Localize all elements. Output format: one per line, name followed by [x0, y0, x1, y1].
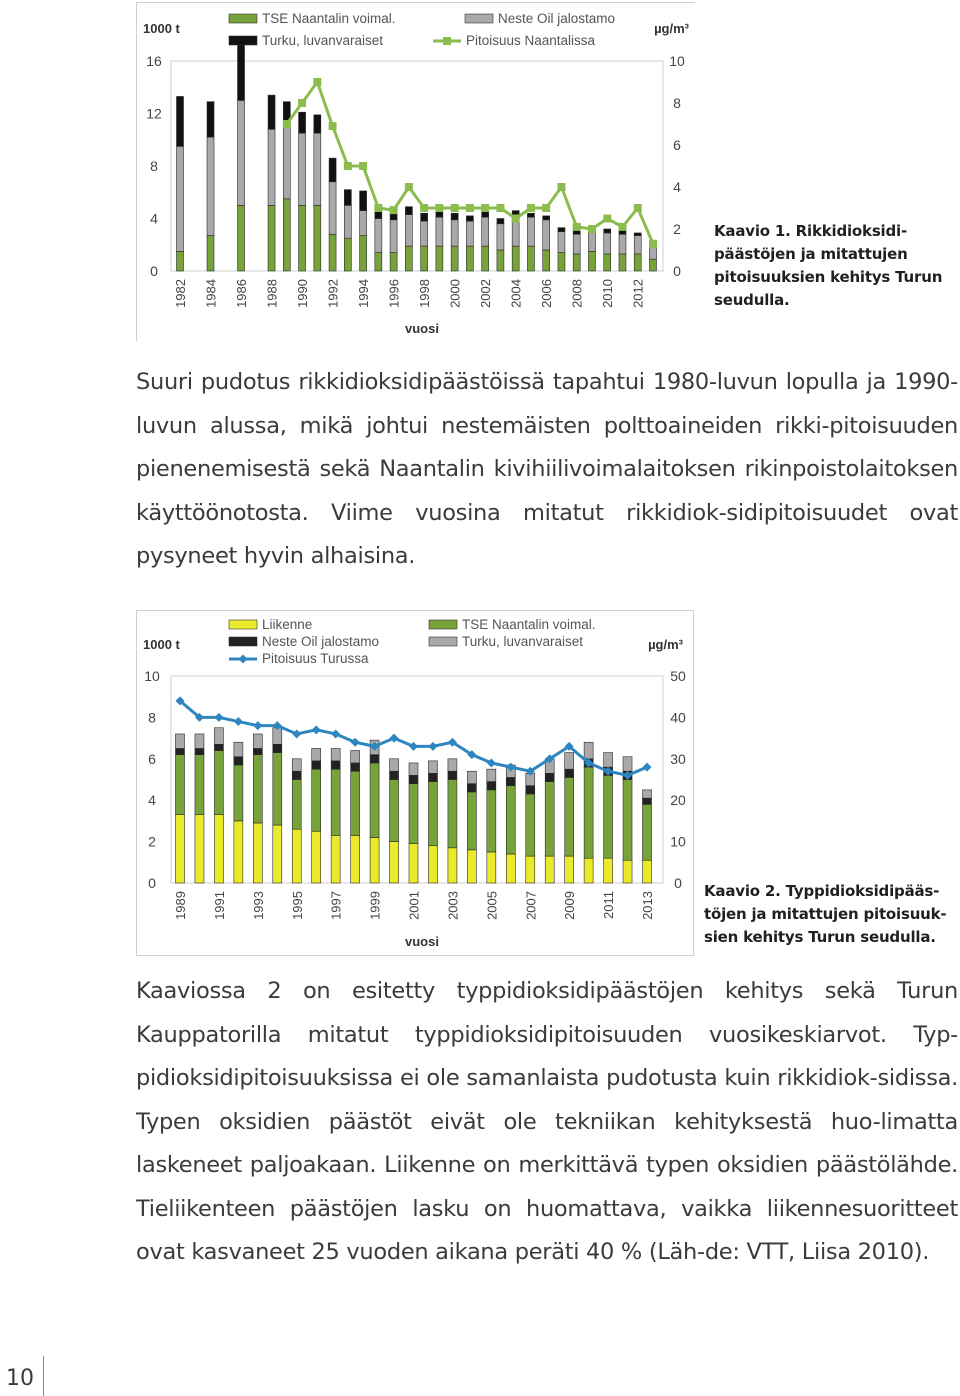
- bar-segment: [312, 831, 321, 883]
- bar-segment: [331, 748, 340, 760]
- x-tick-label: 1992: [325, 279, 341, 308]
- right-tick-label: 0: [674, 875, 682, 891]
- chart-1-caption: Kaavio 1. Rikkidioksidi-päästöjen ja mitattujen pitoisuuksien kehitys Turun seudulla.: [714, 222, 943, 309]
- legend-marker: [239, 655, 248, 664]
- chart-2-caption: Kaavio 2. Typpidioksidipääs-töjen ja mitattujen pitoisuuk-sien kehitys Turun seudulla.: [704, 882, 947, 946]
- bar-segment: [634, 254, 641, 271]
- legend-swatch: [429, 620, 457, 629]
- bar-segment: [331, 769, 340, 835]
- legend-label: TSE Naantalin voimal.: [262, 11, 396, 26]
- bar-segment: [619, 254, 626, 271]
- bar-segment: [375, 219, 382, 253]
- right-tick-label: 10: [669, 53, 685, 69]
- concentration-point: [634, 204, 642, 212]
- bar-segment: [299, 205, 306, 271]
- right-tick-label: 40: [670, 709, 686, 726]
- bar-segment: [405, 215, 412, 247]
- x-tick-label: 1995: [289, 891, 305, 920]
- right-tick-label: 2: [673, 221, 681, 237]
- concentration-point: [313, 78, 321, 86]
- bar-segment: [314, 133, 321, 205]
- bar-segment: [448, 848, 457, 883]
- bar-segment: [451, 220, 458, 246]
- bar-segment: [176, 734, 185, 748]
- legend-label: TSE Naantalin voimal.: [462, 617, 596, 632]
- page-number-rule: [43, 1356, 44, 1396]
- bar-segment: [329, 182, 336, 235]
- right-tick-label: 10: [670, 833, 686, 850]
- bar-segment: [214, 728, 223, 745]
- legend-label: Pitoisuus Naantalissa: [466, 33, 596, 48]
- bar-segment: [390, 759, 399, 771]
- legend-label: Turku, luvanvaraiset: [462, 634, 584, 649]
- right-tick-label: 30: [670, 750, 686, 767]
- bar-segment: [344, 205, 351, 238]
- bar-segment: [428, 761, 437, 773]
- bar-segment: [643, 798, 652, 804]
- legend-swatch: [229, 620, 257, 629]
- bar-segment: [497, 250, 504, 271]
- concentration-point: [420, 204, 428, 212]
- bar-segment: [238, 44, 245, 100]
- x-tick-label: 1997: [328, 891, 344, 920]
- bar-segment: [351, 771, 360, 835]
- bar-segment: [466, 216, 473, 221]
- bar-segment: [545, 782, 554, 857]
- bar-segment: [273, 753, 282, 825]
- bar-segment: [565, 777, 574, 856]
- concentration-point: [618, 223, 626, 231]
- bar-segment: [344, 190, 351, 206]
- bar-segment: [527, 213, 534, 217]
- x-tick-label: 1994: [356, 279, 372, 308]
- left-tick-label: 4: [148, 792, 156, 809]
- x-tick-label: 1984: [203, 279, 219, 308]
- bar-segment: [650, 246, 657, 259]
- bar-segment: [497, 224, 504, 250]
- page-number: 10: [6, 1366, 34, 1391]
- right-tick-label: 0: [673, 263, 681, 279]
- concentration-point: [374, 204, 382, 212]
- bar-segment: [573, 234, 580, 254]
- bar-segment: [623, 860, 632, 883]
- bar-segment: [234, 757, 243, 765]
- bar-segment: [545, 773, 554, 781]
- bar-segment: [253, 734, 262, 748]
- bar-segment: [650, 259, 657, 271]
- x-tick-label: 1996: [386, 279, 402, 308]
- bar-segment: [177, 251, 184, 271]
- bar-segment: [604, 775, 613, 858]
- bar-segment: [409, 784, 418, 844]
- bar-segment: [312, 769, 321, 831]
- bar-segment: [428, 773, 437, 781]
- x-tick-label: 2012: [630, 279, 646, 308]
- bar-segment: [214, 815, 223, 883]
- bar-segment: [292, 829, 301, 883]
- bar-segment: [234, 742, 243, 756]
- bar-segment: [390, 253, 397, 271]
- x-tick-label: 2010: [600, 279, 616, 308]
- bar-segment: [375, 253, 382, 271]
- bar-segment: [466, 246, 473, 271]
- legend-swatch: [429, 637, 457, 646]
- left-tick-label: 6: [148, 750, 156, 767]
- concentration-point: [649, 240, 657, 248]
- bar-segment: [634, 233, 641, 236]
- legend-swatch: [229, 36, 257, 45]
- x-tick-label: 1988: [264, 279, 280, 308]
- bar-segment: [527, 246, 534, 271]
- bar-segment: [299, 133, 306, 205]
- bar-segment: [253, 748, 262, 754]
- concentration-point: [527, 204, 535, 212]
- left-tick-label: 4: [150, 210, 158, 227]
- bar-segment: [506, 777, 515, 785]
- concentration-point: [298, 99, 306, 107]
- legend-label: Neste Oil jalostamo: [262, 634, 380, 649]
- x-tick-label: 1993: [250, 891, 266, 920]
- bar-segment: [634, 236, 641, 254]
- bar-segment: [512, 246, 519, 271]
- concentration-point: [573, 223, 581, 231]
- left-tick-label: 10: [144, 668, 160, 684]
- x-tick-label: 2003: [445, 891, 461, 920]
- bar-segment: [448, 771, 457, 779]
- bar-segment: [526, 856, 535, 883]
- legend-label: Liikenne: [262, 617, 313, 632]
- bar-segment: [234, 765, 243, 821]
- bar-segment: [506, 854, 515, 883]
- bar-segment: [604, 858, 613, 883]
- left-tick-label: 12: [146, 105, 162, 122]
- bar-segment: [370, 763, 379, 838]
- bar-segment: [299, 112, 306, 133]
- concentration-point: [344, 162, 352, 170]
- bar-segment: [451, 246, 458, 271]
- legend-label: Pitoisuus Turussa: [262, 651, 369, 666]
- legend-marker: [443, 37, 451, 45]
- bar-segment: [487, 769, 496, 781]
- left-unit-label: 1000 t: [143, 21, 180, 36]
- bar-segment: [467, 784, 476, 792]
- bar-segment: [565, 769, 574, 777]
- bar-segment: [573, 254, 580, 271]
- bar-segment: [351, 751, 360, 763]
- bar-segment: [584, 767, 593, 858]
- concentration-point: [603, 215, 611, 223]
- bar-segment: [390, 220, 397, 253]
- bar-segment: [604, 229, 611, 233]
- right-unit-label: µg/m³: [654, 21, 689, 36]
- bar-segment: [565, 753, 574, 770]
- bar-segment: [390, 780, 399, 842]
- bar-segment: [604, 233, 611, 254]
- concentration-point: [405, 183, 413, 191]
- bar-segment: [466, 221, 473, 246]
- bar-segment: [643, 790, 652, 798]
- bar-segment: [584, 742, 593, 759]
- bar-segment: [292, 759, 301, 771]
- right-unit-label: µg/m³: [648, 637, 683, 652]
- bar-segment: [487, 852, 496, 883]
- bar-segment: [643, 804, 652, 860]
- chart-sulfur-dioxide: [136, 2, 695, 341]
- bar-segment: [177, 96, 184, 146]
- bar-segment: [360, 211, 367, 236]
- x-tick-label: 1990: [295, 279, 311, 308]
- x-tick-label: 2011: [601, 891, 617, 919]
- x-tick-label: 2008: [569, 279, 585, 308]
- bar-segment: [351, 763, 360, 771]
- bar-segment: [214, 751, 223, 815]
- x-tick-label: 1999: [367, 891, 383, 920]
- paragraph-sulfur-dioxide: Suuri pudotus rikkidioksidipäästöissä tapahtui 1980-luvun lopulla ja 1990-luvun alussa, mikä johtui nestemäisten polttoaineiden rikki-pitoisuuden pienenemisestä sekä Naantalin kivihiilivoimalaitoksen rikinpoistolaitoksen käyttöönotosta. Viime vuosina mitatut rikkidiok-sidipitoisuudet ovat pysyneet hyvin alhaisina.: [136, 369, 958, 569]
- bar-segment: [482, 246, 489, 271]
- bar-segment: [428, 782, 437, 846]
- x-tick-label: 1986: [234, 279, 250, 308]
- bar-segment: [512, 211, 519, 215]
- bar-segment: [619, 234, 626, 254]
- x-tick-label: 2009: [562, 891, 578, 920]
- bar-segment: [195, 755, 204, 815]
- bar-segment: [370, 755, 379, 763]
- bar-segment: [448, 759, 457, 771]
- bar-segment: [623, 757, 632, 771]
- left-tick-label: 0: [150, 263, 158, 279]
- bar-segment: [360, 236, 367, 271]
- x-tick-label: 2007: [523, 891, 539, 920]
- bar-segment: [360, 191, 367, 211]
- bar-segment: [448, 780, 457, 848]
- bar-segment: [207, 102, 214, 137]
- bar-segment: [436, 217, 443, 246]
- concentration-point: [481, 204, 489, 212]
- legend-swatch: [465, 14, 493, 23]
- bar-segment: [543, 250, 550, 271]
- bar-segment: [421, 213, 428, 221]
- bar-segment: [543, 216, 550, 220]
- bar-segment: [558, 253, 565, 271]
- bar-segment: [351, 835, 360, 883]
- bar-segment: [176, 748, 185, 754]
- bar-segment: [273, 728, 282, 745]
- bar-segment: [238, 205, 245, 271]
- x-axis-label: vuosi: [405, 321, 439, 336]
- bar-segment: [482, 212, 489, 217]
- bar-segment: [409, 775, 418, 783]
- concentration-point: [329, 122, 337, 130]
- left-unit-label: 1000 t: [143, 637, 180, 652]
- bar-segment: [543, 220, 550, 250]
- left-tick-label: 8: [150, 158, 158, 174]
- concentration-point: [435, 204, 443, 212]
- concentration-point: [542, 204, 550, 212]
- left-tick-label: 2: [148, 833, 156, 850]
- bar-segment: [234, 821, 243, 883]
- bar-segment: [428, 846, 437, 883]
- chart-nitrogen-dioxide: [136, 610, 694, 956]
- bar-segment: [207, 137, 214, 235]
- bar-segment: [619, 230, 626, 234]
- concentration-point: [451, 204, 459, 212]
- bar-segment: [195, 815, 204, 883]
- bar-segment: [643, 860, 652, 883]
- bar-segment: [467, 771, 476, 783]
- bar-segment: [176, 815, 185, 883]
- x-tick-label: 1989: [173, 891, 188, 920]
- bar-segment: [268, 205, 275, 271]
- x-tick-label: 2005: [484, 891, 500, 920]
- x-tick-label: 2013: [640, 891, 655, 920]
- bar-segment: [409, 763, 418, 775]
- bar-segment: [604, 254, 611, 271]
- bar-segment: [527, 217, 534, 246]
- bar-segment: [584, 858, 593, 883]
- bar-segment: [526, 794, 535, 856]
- x-tick-label: 1998: [417, 279, 433, 308]
- bar-segment: [526, 786, 535, 794]
- bar-segment: [312, 748, 321, 760]
- right-tick-label: 6: [673, 137, 681, 153]
- bar-segment: [482, 217, 489, 246]
- bar-segment: [331, 761, 340, 769]
- bar-segment: [573, 230, 580, 234]
- bar-segment: [545, 856, 554, 883]
- left-tick-label: 8: [148, 709, 156, 726]
- bar-segment: [497, 219, 504, 224]
- bar-segment: [588, 232, 595, 252]
- bar-segment: [421, 246, 428, 271]
- bar-segment: [329, 234, 336, 271]
- legend-label: Neste Oil jalostamo: [498, 11, 616, 26]
- bar-segment: [623, 780, 632, 861]
- bar-segment: [268, 95, 275, 129]
- bar-segment: [329, 158, 336, 182]
- bar-segment: [390, 771, 399, 779]
- concentration-point: [557, 183, 565, 191]
- bar-segment: [558, 228, 565, 232]
- x-tick-label: 2004: [508, 279, 524, 308]
- bar-segment: [436, 246, 443, 271]
- x-axis-label: vuosi: [405, 934, 439, 949]
- concentration-point: [466, 204, 474, 212]
- bar-segment: [467, 792, 476, 850]
- right-tick-label: 20: [670, 792, 686, 809]
- bar-segment: [314, 205, 321, 271]
- x-tick-label: 1991: [211, 891, 227, 920]
- legend-swatch: [229, 14, 257, 23]
- concentration-point: [390, 206, 398, 214]
- bar-segment: [268, 129, 275, 205]
- left-tick-label: 0: [148, 875, 156, 891]
- bar-segment: [177, 146, 184, 251]
- x-tick-label: 2000: [447, 279, 463, 308]
- left-tick-label: 16: [146, 53, 162, 69]
- bar-segment: [195, 734, 204, 748]
- concentration-point: [496, 204, 504, 212]
- bar-segment: [176, 755, 185, 815]
- bar-segment: [314, 115, 321, 133]
- x-tick-label: 2006: [539, 279, 555, 308]
- bar-segment: [283, 199, 290, 271]
- bar-segment: [214, 744, 223, 750]
- right-tick-label: 8: [673, 95, 681, 111]
- chart-1-svg: [137, 3, 695, 341]
- right-tick-label: 4: [673, 179, 681, 195]
- bar-segment: [558, 232, 565, 253]
- bar-segment: [273, 825, 282, 883]
- bar-segment: [487, 790, 496, 852]
- concentration-point: [359, 162, 367, 170]
- x-tick-label: 1982: [173, 279, 188, 308]
- paragraph-nitrogen-dioxide: Kaaviossa 2 on esitetty typpidioksidipäästöjen kehitys sekä Turun Kauppatorilla mitatut typpidioksidipitoisuuden vuosikeskiarvot. Typ-pidioksidipitoisuuksissa ei ole samanlaista pudotusta kuin rikkidiok-sidissa. Typen oksidien päästöt eivät ole tekniikan kehityksestä huo-limatta laskeneet paljoakaan. Liikenne on merkittävä typen oksidien päästölähde. Tieliikenteen päästöjen lasku on huomattava, vaikka liikennesuoritteet ovat kasvaneet 25 vuoden aikana peräti 40 % (Läh-de: VTT, Liisa 2010).: [136, 978, 958, 1265]
- bar-segment: [370, 837, 379, 883]
- legend-swatch: [229, 637, 257, 646]
- bar-segment: [331, 835, 340, 883]
- bar-segment: [292, 780, 301, 830]
- bar-segment: [283, 125, 290, 199]
- bar-segment: [207, 236, 214, 271]
- bar-segment: [390, 842, 399, 883]
- bar-segment: [238, 100, 245, 205]
- concentration-point: [283, 120, 291, 128]
- x-tick-label: 2002: [478, 279, 494, 308]
- bar-segment: [451, 213, 458, 220]
- bar-segment: [195, 748, 204, 754]
- x-tick-label: 2001: [406, 891, 422, 920]
- bar-segment: [273, 744, 282, 752]
- bar-segment: [506, 786, 515, 854]
- right-tick-label: 50: [670, 668, 686, 684]
- bar-segment: [409, 844, 418, 883]
- bar-segment: [405, 246, 412, 271]
- bar-segment: [487, 782, 496, 790]
- bar-segment: [253, 755, 262, 823]
- concentration-point: [588, 225, 596, 233]
- bar-segment: [421, 221, 428, 246]
- bar-segment: [565, 856, 574, 883]
- legend-label: Turku, luvanvaraiset: [262, 33, 384, 48]
- concentration-point: [512, 215, 520, 223]
- bar-segment: [588, 251, 595, 271]
- bar-segment: [312, 761, 321, 769]
- bar-segment: [292, 771, 301, 779]
- bar-segment: [405, 207, 412, 215]
- bar-segment: [467, 850, 476, 883]
- bar-segment: [604, 753, 613, 767]
- bar-segment: [253, 823, 262, 883]
- bar-segment: [344, 238, 351, 271]
- chart-2-svg: [137, 611, 693, 955]
